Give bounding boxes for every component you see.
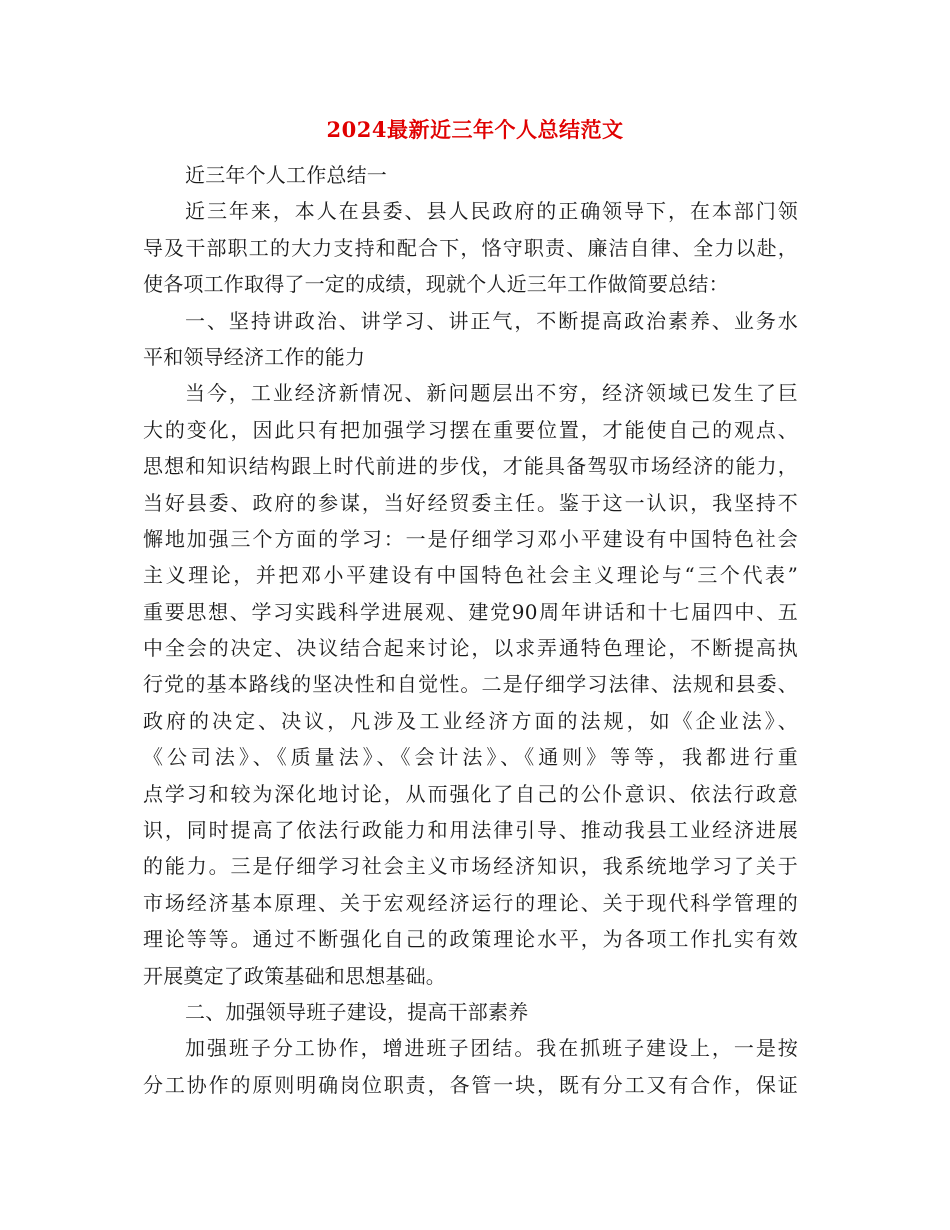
text-line: 行党的基本路线的坚决性和自觉性。二是仔细学习法律、法规和县委、 [143,672,798,697]
text-line: 中全会的决定、决议结合起来讨论，以求弄通特色理论，不断提高执 [143,636,798,661]
text-line: 使各项工作取得了一定的成绩，现就个人近三年工作做简要总结： [143,272,729,297]
text-line: 导及干部职工的大力支持和配合下，恪守职责、廉洁自律、全力以赴， [143,235,798,260]
text-line: 重要思想、学习实践科学进展观、建党90周年讲话和十七届四中、五 [143,599,798,624]
text-line: 二、加强领导班子建设，提高干部素养 [185,999,529,1024]
text-line: 平和领导经济工作的能力 [143,344,366,369]
text-line: 当今，工业经济新情况、新问题层出不穷，经济领域已发生了巨 [185,381,798,406]
text-line: 加强班子分工协作，增进班子团结。我在抓班子建设上，一是按 [185,1036,798,1061]
text-line: 开展奠定了政策基础和思想基础。 [143,963,446,988]
text-line: 的能力。三是仔细学习社会主义市场经济知识，我系统地学习了关于 [143,854,798,879]
text-line: 识，同时提高了依法行政能力和用法律引导、推动我县工业经济进展 [143,818,798,843]
document-body [143,157,798,1103]
text-line: 政府的决定、决议，凡涉及工业经济方面的法规，如《企业法》、 [143,708,798,733]
text-line: 懈地加强三个方面的学习：一是仔细学习邓小平建设有中国特色社会 [143,526,798,551]
text-line: 《公司法》、《质量法》、《会计法》、《通则》等等，我都进行重 [143,745,798,770]
text-line: 分工协作的原则明确岗位职责，各管一块，既有分工又有合作，保证 [143,1072,798,1097]
text-line: 理论等等。通过不断强化自己的政策理论水平，为各项工作扎实有效 [143,927,798,952]
text-line: 点学习和较为深化地讨论，从而强化了自己的公仆意识、依法行政意 [143,781,798,806]
text-line: 近三年个人工作总结一 [185,163,387,187]
text-line: 主义理论，并把邓小平建设有中国特色社会主义理论与“三个代表” [143,563,798,588]
document-title: 2024最新近三年个人总结范文 [326,117,624,142]
text-line: 思想和知识结构跟上时代前进的步伐，才能具备驾驭市场经济的能力， [143,454,798,479]
text-line: 近三年来，本人在县委、县人民政府的正确领导下，在本部门领 [185,199,798,224]
text-line: 市场经济基本原理、关于宏观经济运行的理论、关于现代科学管理的 [143,890,798,915]
text-line: 当好县委、政府的参谋，当好经贸委主任。鉴于这一认识，我坚持不 [143,490,798,515]
text-line: 大的变化，因此只有把加强学习摆在重要位置，才能使自己的观点、 [143,417,798,442]
text-line: 一、坚持讲政治、讲学习、讲正气，不断提高政治素养、业务水 [185,308,798,333]
